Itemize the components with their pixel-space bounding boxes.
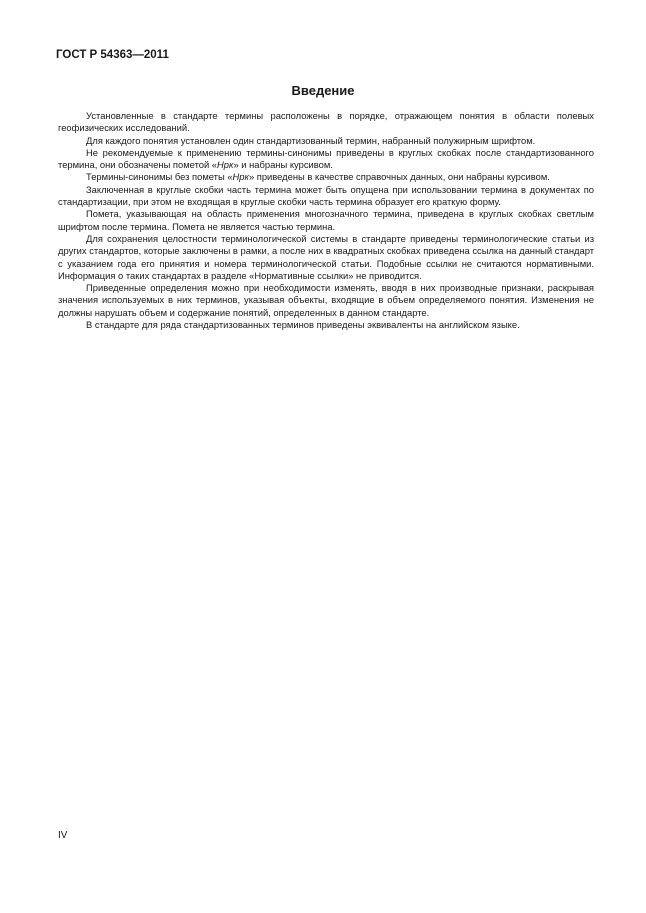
paragraph-2: Для каждого понятия установлен один стандартизованный термин, набранный полужирным шрифтом. — [86, 134, 536, 146]
nrk-mark: Нрк — [232, 171, 249, 183]
paragraph-4-text-a: Термины-синонимы без пометы « — [86, 171, 233, 183]
paragraph-4 — [58, 171, 594, 183]
paragraph-4-text-c: » приведены в качестве справочных данных, они набраны курсивом. — [248, 171, 550, 183]
paragraph-3 — [58, 147, 594, 172]
paragraph-5: Заключенная в круглые скобки часть термина может быть опущена при использовании термина в документах по стандартизации, при этом не входящая в круглые скобки часть термина образует его краткую форму. — [58, 183, 594, 208]
introduction-body — [58, 110, 594, 331]
paragraph-3-text-a: Не рекомендуемые к применению термины-синонимы приведены в круглых скобках после стандартизованного термина, они обозначены пометой « — [58, 146, 594, 171]
paragraph-6: Помета, указывающая на область применения многозначного термина, приведена в круглых скобках светлым шрифтом после термина. Помета не является частью термина. — [58, 208, 594, 232]
document-code-header: ГОСТ Р 54363—2011 — [56, 49, 169, 61]
page-number: IV — [58, 830, 68, 841]
paragraph-1: Установленные в стандарте термины расположены в порядке, отражающем понятия в области полевых геофизических исследований. — [58, 110, 594, 134]
nrk-mark: Нрк — [217, 159, 234, 171]
paragraph-7: Для сохранения целостности терминологической системы в стандарте приведены терминологические статьи из других стандартов, которые заключены в рамки, а после них в квадратных скобках приведена ссылка на данный стандарт с указанием года его принятия и номера терминологической статьи. Подобные ссылки не считаются нормативными. Информация о таких стандартах в разделе «Нормативные ссылки» не приводится. — [58, 232, 594, 281]
paragraph-9: В стандарте для ряда стандартизованных терминов приведены эквиваленты на английском языке. — [86, 319, 520, 331]
paragraph-8: Приведенные определения можно при необходимости изменять, вводя в них производные признаки, раскрывая значения используемых в них терминов, указывая объекты, входящие в объем определяемого понятия. Изменения не должны нарушать объем и содержание понятий, определенных в данном стандарте. — [58, 282, 594, 318]
section-title: Введение — [291, 83, 355, 98]
paragraph-3-text-c: » и набраны курсивом. — [233, 159, 333, 171]
